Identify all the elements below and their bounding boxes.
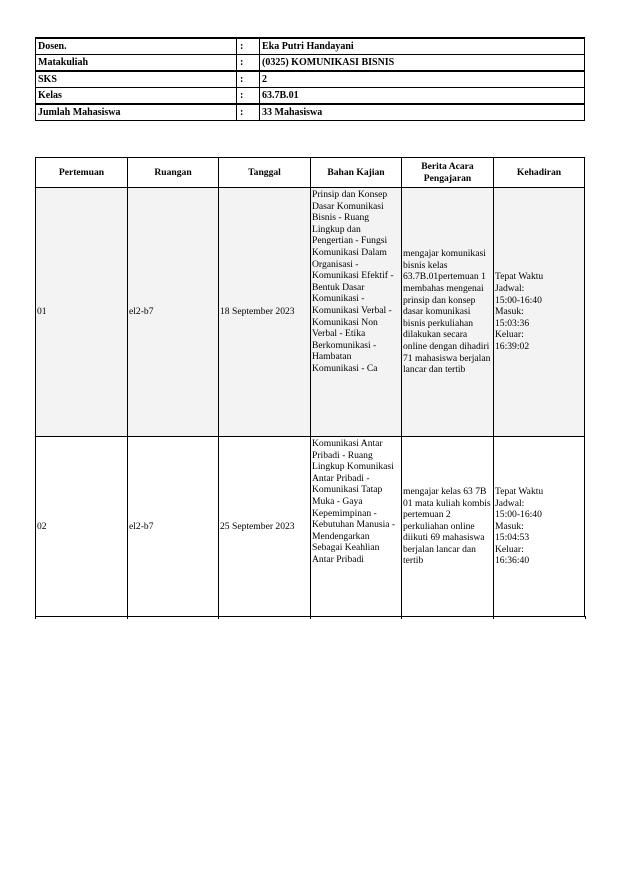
info-row-sks — [36, 71, 585, 88]
cell-ruangan: el2-b7 — [128, 188, 219, 437]
kehadiran-status: Tepat Waktu — [495, 271, 544, 283]
header-pertemuan: Pertemuan — [36, 158, 128, 188]
cell-berita-acara: mengajar kelas 63 7B 01 mata kuliah kombis pertemuan 2 perkuliahan online diikuti 69 mahasiswa berjalan lancar dan tertib — [402, 437, 494, 617]
info-separator: : — [237, 38, 260, 55]
kehadiran-jadwal: 15:00-16:40 — [495, 509, 542, 521]
info-value: Eka Putri Handayani — [260, 38, 585, 55]
info-separator: : — [237, 88, 260, 105]
column-divider — [127, 616, 128, 619]
kehadiran-masuk: 15:03:36 — [495, 317, 530, 329]
header-berita-acara: Berita Acara Pengajaran — [402, 158, 494, 188]
info-row-kelas — [36, 88, 585, 105]
info-label: Matakuliah — [36, 55, 237, 72]
cell-pertemuan: 02 — [36, 437, 128, 617]
kehadiran-masuk-label: Masuk: — [495, 306, 524, 318]
column-divider — [401, 616, 402, 619]
kehadiran-keluar-label: Keluar: — [495, 329, 524, 341]
course-info-table — [35, 37, 585, 121]
cell-ruangan: el2-b7 — [128, 437, 219, 617]
header-kehadiran: Kehadiran — [494, 158, 585, 188]
header-ruangan: Ruangan — [128, 158, 219, 188]
table-row — [36, 188, 585, 437]
info-value: 63.7B.01 — [260, 88, 585, 105]
bahan-text: Prinsip dan Konsep Dasar Komunikasi Bisnis - Ruang Lingkup dan Pengertian - Fungsi Komunikasi Dalam Organisasi - Komunikasi Efektif - Bentuk Dasar Komunikasi - Komunikasi Verbal - Komunikasi Non Verbal - Etika Berkomunikasi - Hambatan Komunikasi - Ca — [312, 189, 394, 374]
info-separator: : — [237, 104, 260, 121]
info-row-jumlah-mahasiswa — [36, 104, 585, 121]
kehadiran-masuk: 15:04:53 — [495, 532, 530, 544]
column-divider — [310, 616, 311, 619]
info-value: (0325) KOMUNIKASI BISNIS — [260, 55, 585, 72]
info-separator: : — [237, 55, 260, 72]
table-header-row — [36, 158, 585, 188]
column-divider — [218, 616, 219, 619]
info-row-dosen — [36, 38, 585, 55]
cell-kehadiran — [494, 188, 585, 437]
bahan-text: Komunikasi Antar Pribadi - Ruang Lingkup Komunikasi Antar Pribadi - Komunikasi Tatap Muka - Gaya Kepemimpinan - Kebutuhan Manusia - Mendengarkan Sebagai Keahlian Antar Pribadi — [312, 438, 396, 565]
cell-tanggal: 18 September 2023 — [219, 188, 311, 437]
kehadiran-masuk-label: Masuk: — [495, 520, 524, 532]
header-bahan-kajian: Bahan Kajian — [311, 158, 402, 188]
cell-bahan-kajian — [311, 437, 402, 617]
kehadiran-jadwal-label: Jadwal: — [495, 497, 525, 509]
info-value: 2 — [260, 71, 585, 88]
info-row-matakuliah — [36, 55, 585, 72]
kehadiran-keluar: 16:36:40 — [495, 555, 530, 567]
kehadiran-keluar: 16:39:02 — [495, 340, 530, 352]
table-row — [36, 437, 585, 617]
attendance-table — [35, 157, 585, 617]
cell-berita-acara: mengajar komunikasi bisnis kelas 63.7B.01pertemuan 1 membahas mengenai prinsip dan konsep dasar komunikasi bisnis perkuliahan dilakukan secara online dengan dihadiri 71 mahasiswa berjalan lancar dan tertib — [402, 188, 494, 437]
cell-kehadiran — [494, 437, 585, 617]
info-label: SKS — [36, 71, 237, 88]
kehadiran-keluar-label: Keluar: — [495, 543, 524, 555]
info-value: 33 Mahasiswa — [260, 104, 585, 121]
header-tanggal: Tanggal — [219, 158, 311, 188]
cell-bahan-kajian — [311, 188, 402, 437]
info-label: Dosen. — [36, 38, 237, 55]
info-separator: : — [237, 71, 260, 88]
kehadiran-jadwal-label: Jadwal: — [495, 283, 525, 295]
kehadiran-jadwal: 15:00-16:40 — [495, 294, 542, 306]
kehadiran-status: Tepat Waktu — [495, 485, 544, 497]
cell-tanggal: 25 September 2023 — [219, 437, 311, 617]
cell-pertemuan: 01 — [36, 188, 128, 437]
table-continuation-stub — [35, 616, 586, 619]
info-label: Kelas — [36, 88, 237, 105]
info-label: Jumlah Mahasiswa — [36, 104, 237, 121]
column-divider — [493, 616, 494, 619]
